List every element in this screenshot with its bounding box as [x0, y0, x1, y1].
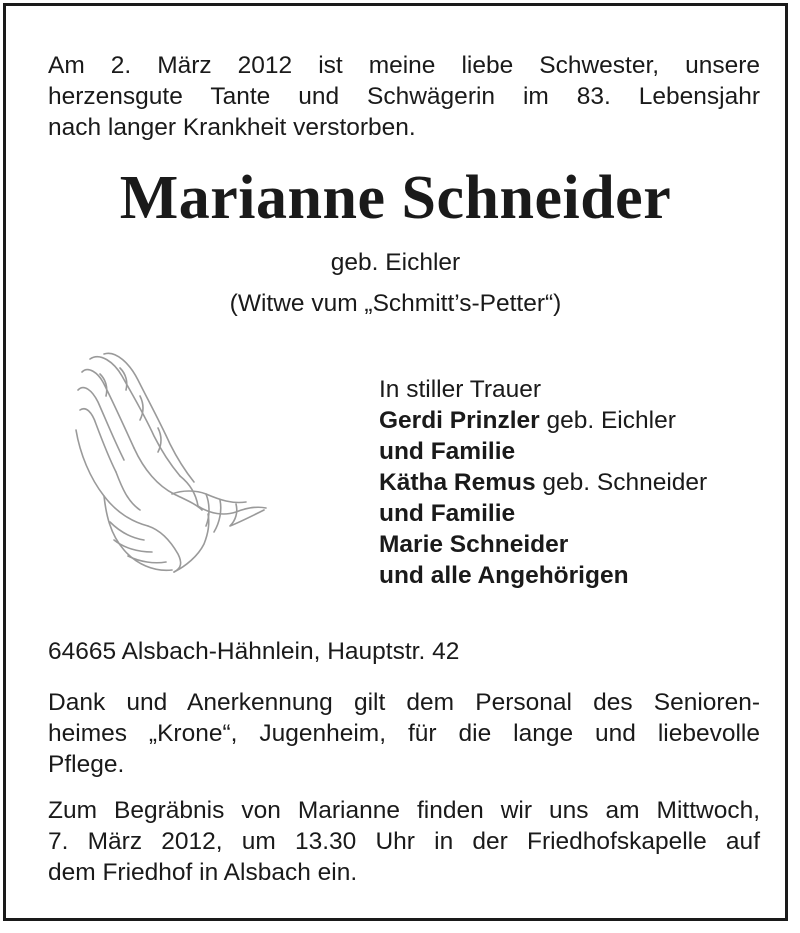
mourning-heading: In stiller Trauer	[379, 376, 542, 403]
mourner-note: geb. Eichler	[539, 407, 676, 434]
funeral-line: Zum Begräbnis von Marianne finden wir uns am Mittwoch,	[48, 797, 760, 824]
intro-line: nach langer Krankheit verstorben.	[48, 114, 416, 141]
mourner-name: und Familie	[379, 500, 516, 527]
intro-line: herzensgute Tante und Schwägerin im 83. Lebensjahr	[48, 83, 760, 110]
mourners-block	[379, 374, 707, 591]
funeral-line: dem Friedhof in Alsbach ein.	[48, 859, 358, 886]
funeral-line: 7. März 2012, um 13.30 Uhr in der Friedhofskapelle auf	[48, 828, 760, 855]
obituary-notice	[3, 3, 788, 921]
intro-text	[48, 50, 760, 143]
thanks-line: Dank und Anerkennung gilt dem Personal des Senioren-	[48, 689, 760, 716]
mourner-line	[379, 498, 707, 529]
funeral-text	[48, 795, 760, 888]
mourner-name: Kätha Remus	[379, 469, 536, 496]
mourner-name: Marie Schneider	[379, 531, 569, 558]
maiden-name: geb. Eichler	[330, 249, 461, 276]
mourner-note: geb. Schneider	[535, 469, 708, 496]
deceased-name: Marianne Schneider	[119, 164, 672, 232]
mourner-line	[379, 467, 707, 498]
mourner-line	[379, 436, 707, 467]
mourner-line	[379, 405, 707, 436]
mourner-name: und Familie	[379, 438, 516, 465]
mourner-line	[379, 560, 707, 591]
praying-hands-icon	[70, 344, 270, 579]
intro-line: Am 2. März 2012 ist meine liebe Schwester, unsere	[48, 52, 760, 79]
thanks-line: Pflege.	[48, 751, 125, 778]
address: 64665 Alsbach-Hähnlein, Hauptstr. 42	[48, 638, 460, 665]
mourner-line	[379, 529, 707, 560]
thanks-text	[48, 687, 760, 780]
thanks-line: heimes „Krone“, Jugenheim, für die lange und liebevolle	[48, 720, 760, 747]
mourner-name: Gerdi Prinzler	[379, 407, 540, 434]
nickname: (Witwe vum „Schmitt’s-Petter“)	[229, 290, 562, 317]
mourner-name: und alle Angehörigen	[379, 562, 629, 589]
